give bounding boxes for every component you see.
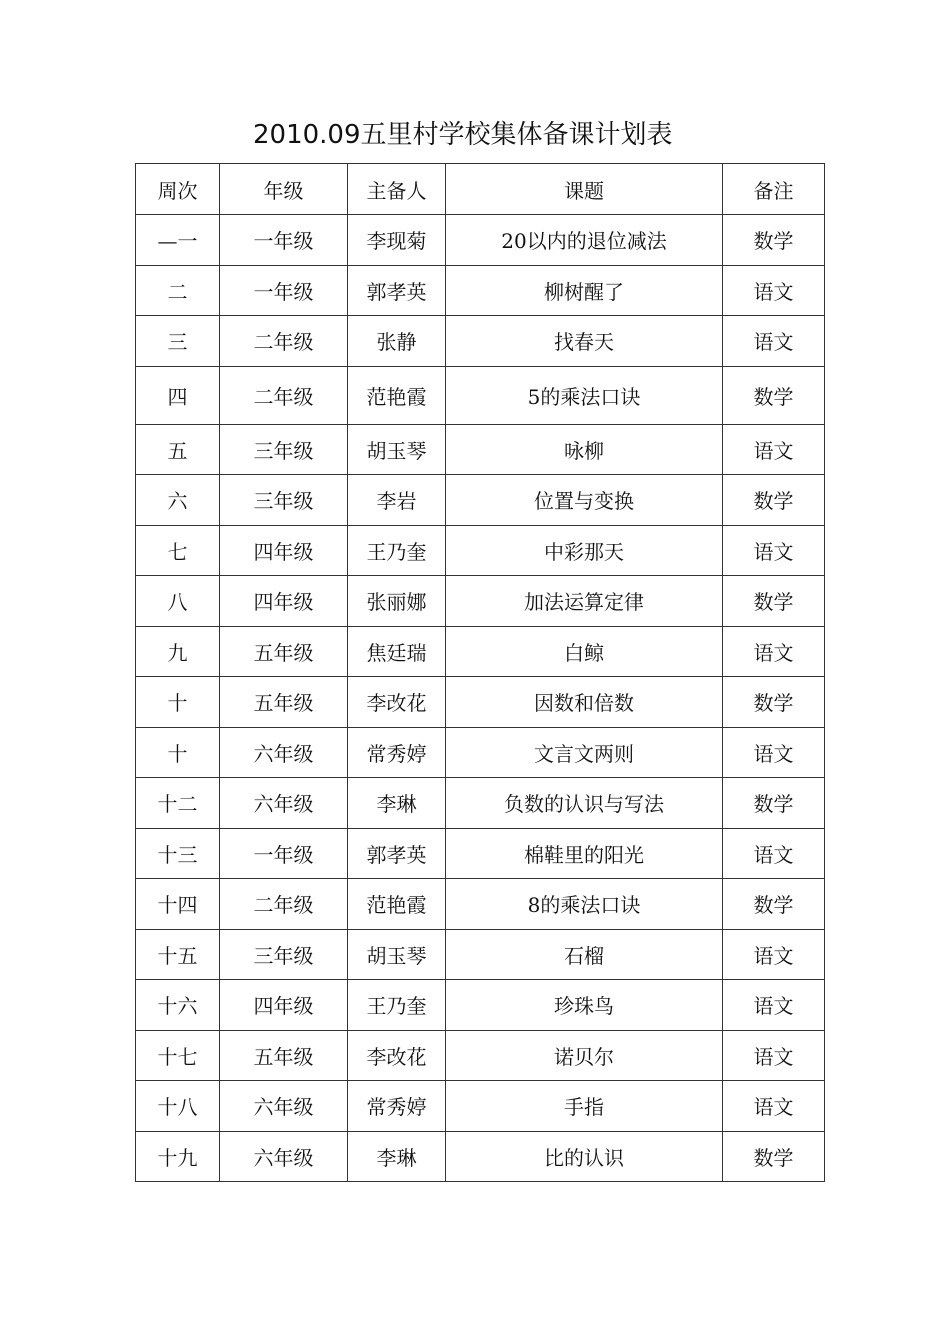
cell-remark: 语文 bbox=[723, 980, 825, 1031]
table-row bbox=[136, 576, 825, 627]
header-lead-teacher: 主备人 bbox=[348, 164, 446, 215]
cell-topic: 位置与变换 bbox=[446, 475, 723, 526]
cell-week: 十九 bbox=[136, 1131, 220, 1182]
cell-topic: 5的乘法口诀 bbox=[446, 366, 723, 424]
cell-topic: 白鲸 bbox=[446, 626, 723, 677]
cell-grade: 一年级 bbox=[220, 215, 348, 266]
cell-teacher: 焦廷瑞 bbox=[348, 626, 446, 677]
table-row bbox=[136, 366, 825, 424]
cell-grade: 三年级 bbox=[220, 424, 348, 475]
cell-remark: 数学 bbox=[723, 576, 825, 627]
cell-teacher: 范艳霞 bbox=[348, 366, 446, 424]
cell-teacher: 郭孝英 bbox=[348, 265, 446, 316]
cell-remark: 语文 bbox=[723, 929, 825, 980]
cell-remark: 数学 bbox=[723, 879, 825, 930]
cell-teacher: 李现菊 bbox=[348, 215, 446, 266]
table-row bbox=[136, 727, 825, 778]
table-row bbox=[136, 929, 825, 980]
lesson-plan-table bbox=[135, 163, 825, 1182]
cell-grade: 六年级 bbox=[220, 1081, 348, 1132]
cell-topic: 20以内的退位减法 bbox=[446, 215, 723, 266]
cell-week: 七 bbox=[136, 525, 220, 576]
cell-teacher: 李改花 bbox=[348, 1030, 446, 1081]
cell-remark: 语文 bbox=[723, 1081, 825, 1132]
table-header-row bbox=[136, 164, 825, 215]
cell-remark: 数学 bbox=[723, 677, 825, 728]
cell-topic: 8的乘法口诀 bbox=[446, 879, 723, 930]
cell-grade: 二年级 bbox=[220, 879, 348, 930]
cell-topic: 中彩那天 bbox=[446, 525, 723, 576]
cell-topic: 负数的认识与写法 bbox=[446, 778, 723, 829]
cell-teacher: 胡玉琴 bbox=[348, 424, 446, 475]
cell-teacher: 王乃奎 bbox=[348, 980, 446, 1031]
cell-grade: 三年级 bbox=[220, 929, 348, 980]
cell-topic: 找春天 bbox=[446, 316, 723, 367]
table-row bbox=[136, 215, 825, 266]
cell-week: 八 bbox=[136, 576, 220, 627]
cell-remark: 语文 bbox=[723, 828, 825, 879]
document-title: 2010.09五里村学校集体备课计划表 bbox=[253, 120, 673, 150]
cell-teacher: 常秀婷 bbox=[348, 727, 446, 778]
header-remarks: 备注 bbox=[723, 164, 825, 215]
cell-topic: 咏柳 bbox=[446, 424, 723, 475]
cell-topic: 柳树醒了 bbox=[446, 265, 723, 316]
cell-remark: 数学 bbox=[723, 366, 825, 424]
cell-grade: 六年级 bbox=[220, 1131, 348, 1182]
header-week: 周次 bbox=[136, 164, 220, 215]
cell-week: 十五 bbox=[136, 929, 220, 980]
cell-week: 九 bbox=[136, 626, 220, 677]
cell-teacher: 胡玉琴 bbox=[348, 929, 446, 980]
table-row bbox=[136, 1030, 825, 1081]
cell-week: 十八 bbox=[136, 1081, 220, 1132]
cell-remark: 数学 bbox=[723, 1131, 825, 1182]
cell-week: 十三 bbox=[136, 828, 220, 879]
cell-grade: 六年级 bbox=[220, 778, 348, 829]
cell-topic: 加法运算定律 bbox=[446, 576, 723, 627]
cell-week: 十二 bbox=[136, 778, 220, 829]
cell-remark: 数学 bbox=[723, 778, 825, 829]
cell-topic: 文言文两则 bbox=[446, 727, 723, 778]
cell-topic: 棉鞋里的阳光 bbox=[446, 828, 723, 879]
cell-grade: 四年级 bbox=[220, 525, 348, 576]
cell-remark: 语文 bbox=[723, 316, 825, 367]
cell-week: 五 bbox=[136, 424, 220, 475]
table-row bbox=[136, 778, 825, 829]
table-row bbox=[136, 1131, 825, 1182]
cell-remark: 语文 bbox=[723, 1030, 825, 1081]
cell-week: 四 bbox=[136, 366, 220, 424]
cell-topic: 手指 bbox=[446, 1081, 723, 1132]
cell-teacher: 郭孝英 bbox=[348, 828, 446, 879]
cell-grade: 三年级 bbox=[220, 475, 348, 526]
cell-teacher: 张丽娜 bbox=[348, 576, 446, 627]
cell-week: 三 bbox=[136, 316, 220, 367]
table-row bbox=[136, 525, 825, 576]
cell-grade: 二年级 bbox=[220, 316, 348, 367]
cell-week: 十 bbox=[136, 727, 220, 778]
cell-topic: 珍珠鸟 bbox=[446, 980, 723, 1031]
cell-remark: 数学 bbox=[723, 475, 825, 526]
header-grade: 年级 bbox=[220, 164, 348, 215]
cell-teacher: 李改花 bbox=[348, 677, 446, 728]
cell-remark: 语文 bbox=[723, 727, 825, 778]
cell-teacher: 范艳霞 bbox=[348, 879, 446, 930]
cell-grade: 一年级 bbox=[220, 265, 348, 316]
cell-remark: 语文 bbox=[723, 265, 825, 316]
cell-week: 十 bbox=[136, 677, 220, 728]
cell-week: 十四 bbox=[136, 879, 220, 930]
cell-remark: 语文 bbox=[723, 424, 825, 475]
cell-teacher: 张静 bbox=[348, 316, 446, 367]
table-row bbox=[136, 879, 825, 930]
cell-teacher: 王乃奎 bbox=[348, 525, 446, 576]
table-row bbox=[136, 677, 825, 728]
cell-remark: 语文 bbox=[723, 626, 825, 677]
cell-remark: 数学 bbox=[723, 215, 825, 266]
cell-grade: 六年级 bbox=[220, 727, 348, 778]
cell-week: 二 bbox=[136, 265, 220, 316]
cell-topic: 石榴 bbox=[446, 929, 723, 980]
table-row bbox=[136, 475, 825, 526]
table-row bbox=[136, 316, 825, 367]
cell-grade: 一年级 bbox=[220, 828, 348, 879]
cell-topic: 因数和倍数 bbox=[446, 677, 723, 728]
table-row bbox=[136, 828, 825, 879]
cell-teacher: 李琳 bbox=[348, 778, 446, 829]
cell-grade: 五年级 bbox=[220, 626, 348, 677]
table-row bbox=[136, 626, 825, 677]
cell-teacher: 常秀婷 bbox=[348, 1081, 446, 1132]
cell-topic: 诺贝尔 bbox=[446, 1030, 723, 1081]
table-row bbox=[136, 1081, 825, 1132]
table-row bbox=[136, 980, 825, 1031]
cell-week: 六 bbox=[136, 475, 220, 526]
cell-week: 十七 bbox=[136, 1030, 220, 1081]
cell-teacher: 李琳 bbox=[348, 1131, 446, 1182]
cell-grade: 五年级 bbox=[220, 1030, 348, 1081]
cell-grade: 五年级 bbox=[220, 677, 348, 728]
cell-remark: 语文 bbox=[723, 525, 825, 576]
cell-topic: 比的认识 bbox=[446, 1131, 723, 1182]
header-topic: 课题 bbox=[446, 164, 723, 215]
cell-teacher: 李岩 bbox=[348, 475, 446, 526]
cell-week: —一 bbox=[136, 215, 220, 266]
cell-grade: 四年级 bbox=[220, 576, 348, 627]
table-row bbox=[136, 424, 825, 475]
cell-week: 十六 bbox=[136, 980, 220, 1031]
cell-grade: 二年级 bbox=[220, 366, 348, 424]
table-row bbox=[136, 265, 825, 316]
cell-grade: 四年级 bbox=[220, 980, 348, 1031]
